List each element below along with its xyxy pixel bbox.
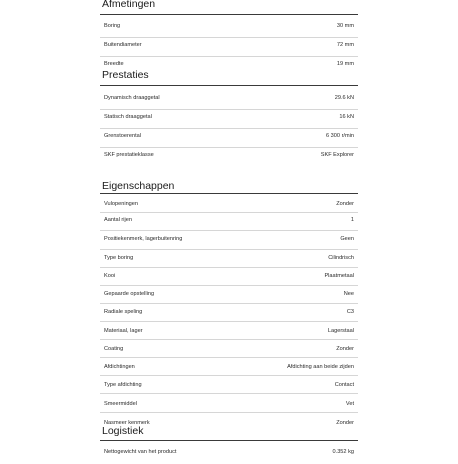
row-divider — [100, 285, 358, 286]
spec-label: Nettogewicht van het product — [104, 449, 177, 455]
spec-value: Plaatmetaal — [324, 273, 354, 279]
spec-row-coating — [100, 342, 358, 361]
section-divider — [100, 440, 358, 441]
row-divider — [100, 230, 358, 231]
spec-value: 1 — [350, 217, 354, 223]
spec-label: Materiaal, lager — [104, 328, 143, 334]
spec-value: 6 300 r/min — [326, 133, 354, 139]
spec-value: 19 mm — [336, 61, 354, 67]
spec-label: Type afdichting — [104, 382, 142, 388]
spec-row-speed-limit — [100, 129, 358, 148]
spec-label: SKF prestatieklasse — [104, 152, 154, 158]
spec-value: SKF Explorer — [320, 152, 354, 158]
spec-label: Type boring — [104, 255, 134, 261]
spec-label: Afdichtingen — [104, 364, 135, 370]
section-title-properties: Eigenschappen — [102, 180, 175, 192]
spec-value: Lagerstaal — [327, 328, 354, 334]
spec-row-performance-class — [100, 148, 358, 167]
spec-row-dynamic-load — [100, 91, 358, 110]
row-divider — [100, 267, 358, 268]
spec-value: Afdichting aan beide zijden — [287, 364, 354, 370]
spec-label: Vulopeningen — [104, 201, 139, 207]
spec-value: Zonder — [336, 420, 354, 426]
spec-value: 30 mm — [336, 23, 354, 29]
spec-label: Nasmeer kenmerk — [104, 420, 150, 426]
spec-value: Contact — [334, 382, 354, 388]
spec-value: Zonder — [336, 346, 354, 352]
row-divider — [100, 393, 358, 394]
section-divider — [100, 193, 358, 194]
row-divider — [100, 412, 358, 413]
section-title-dimensions: Afmetingen — [102, 0, 156, 10]
spec-value: C3 — [346, 309, 354, 315]
spec-label: Aantal rijen — [104, 217, 132, 223]
row-divider — [100, 321, 358, 322]
row-divider — [100, 339, 358, 340]
spec-value: Vet — [345, 401, 354, 407]
section-title-logistics: Logistiek — [102, 425, 144, 437]
spec-label: Positiekenmerk, lagerbuitenring — [104, 236, 183, 242]
spec-label: Boring — [104, 23, 121, 29]
row-divider — [100, 249, 358, 250]
spec-value: 0.352 kg — [332, 449, 354, 455]
spec-label: Smeermiddel — [104, 401, 137, 407]
spec-row-outer-diameter — [100, 38, 358, 57]
section-title-performance: Prestaties — [102, 69, 149, 81]
spec-value: 29.6 kN — [334, 95, 354, 101]
spec-row-bore — [100, 19, 358, 38]
spec-label: Statisch draaggetal — [104, 114, 152, 120]
spec-value: Nee — [343, 291, 354, 297]
spec-label: Grenstoerental — [104, 133, 142, 139]
spec-label: Radiale speling — [104, 309, 143, 315]
spec-label: Breedte — [104, 61, 124, 67]
spec-row-bearing-material — [100, 324, 358, 343]
spec-row-static-load — [100, 110, 358, 129]
spec-value: 16 kN — [339, 114, 354, 120]
spec-value: Zonder — [336, 201, 354, 207]
spec-row-lubricant — [100, 397, 358, 416]
spec-row-seal-type — [100, 378, 358, 397]
spec-value: Geen — [340, 236, 354, 242]
section-divider — [100, 85, 358, 86]
spec-label: Kooi — [104, 273, 116, 279]
spec-label: Gepaarde opstelling — [104, 291, 155, 297]
spec-label: Buitendiameter — [104, 42, 142, 48]
spec-label: Coating — [104, 346, 124, 352]
row-divider — [100, 375, 358, 376]
spec-row-net-weight — [100, 445, 358, 464]
spec-label: Dynamisch draaggetal — [104, 95, 160, 101]
spec-value: 72 mm — [336, 42, 354, 48]
section-divider — [100, 14, 358, 15]
spec-value: Cilindrisch — [328, 255, 354, 261]
row-divider — [100, 303, 358, 304]
spec-row-seals — [100, 360, 358, 379]
row-divider — [100, 357, 358, 358]
